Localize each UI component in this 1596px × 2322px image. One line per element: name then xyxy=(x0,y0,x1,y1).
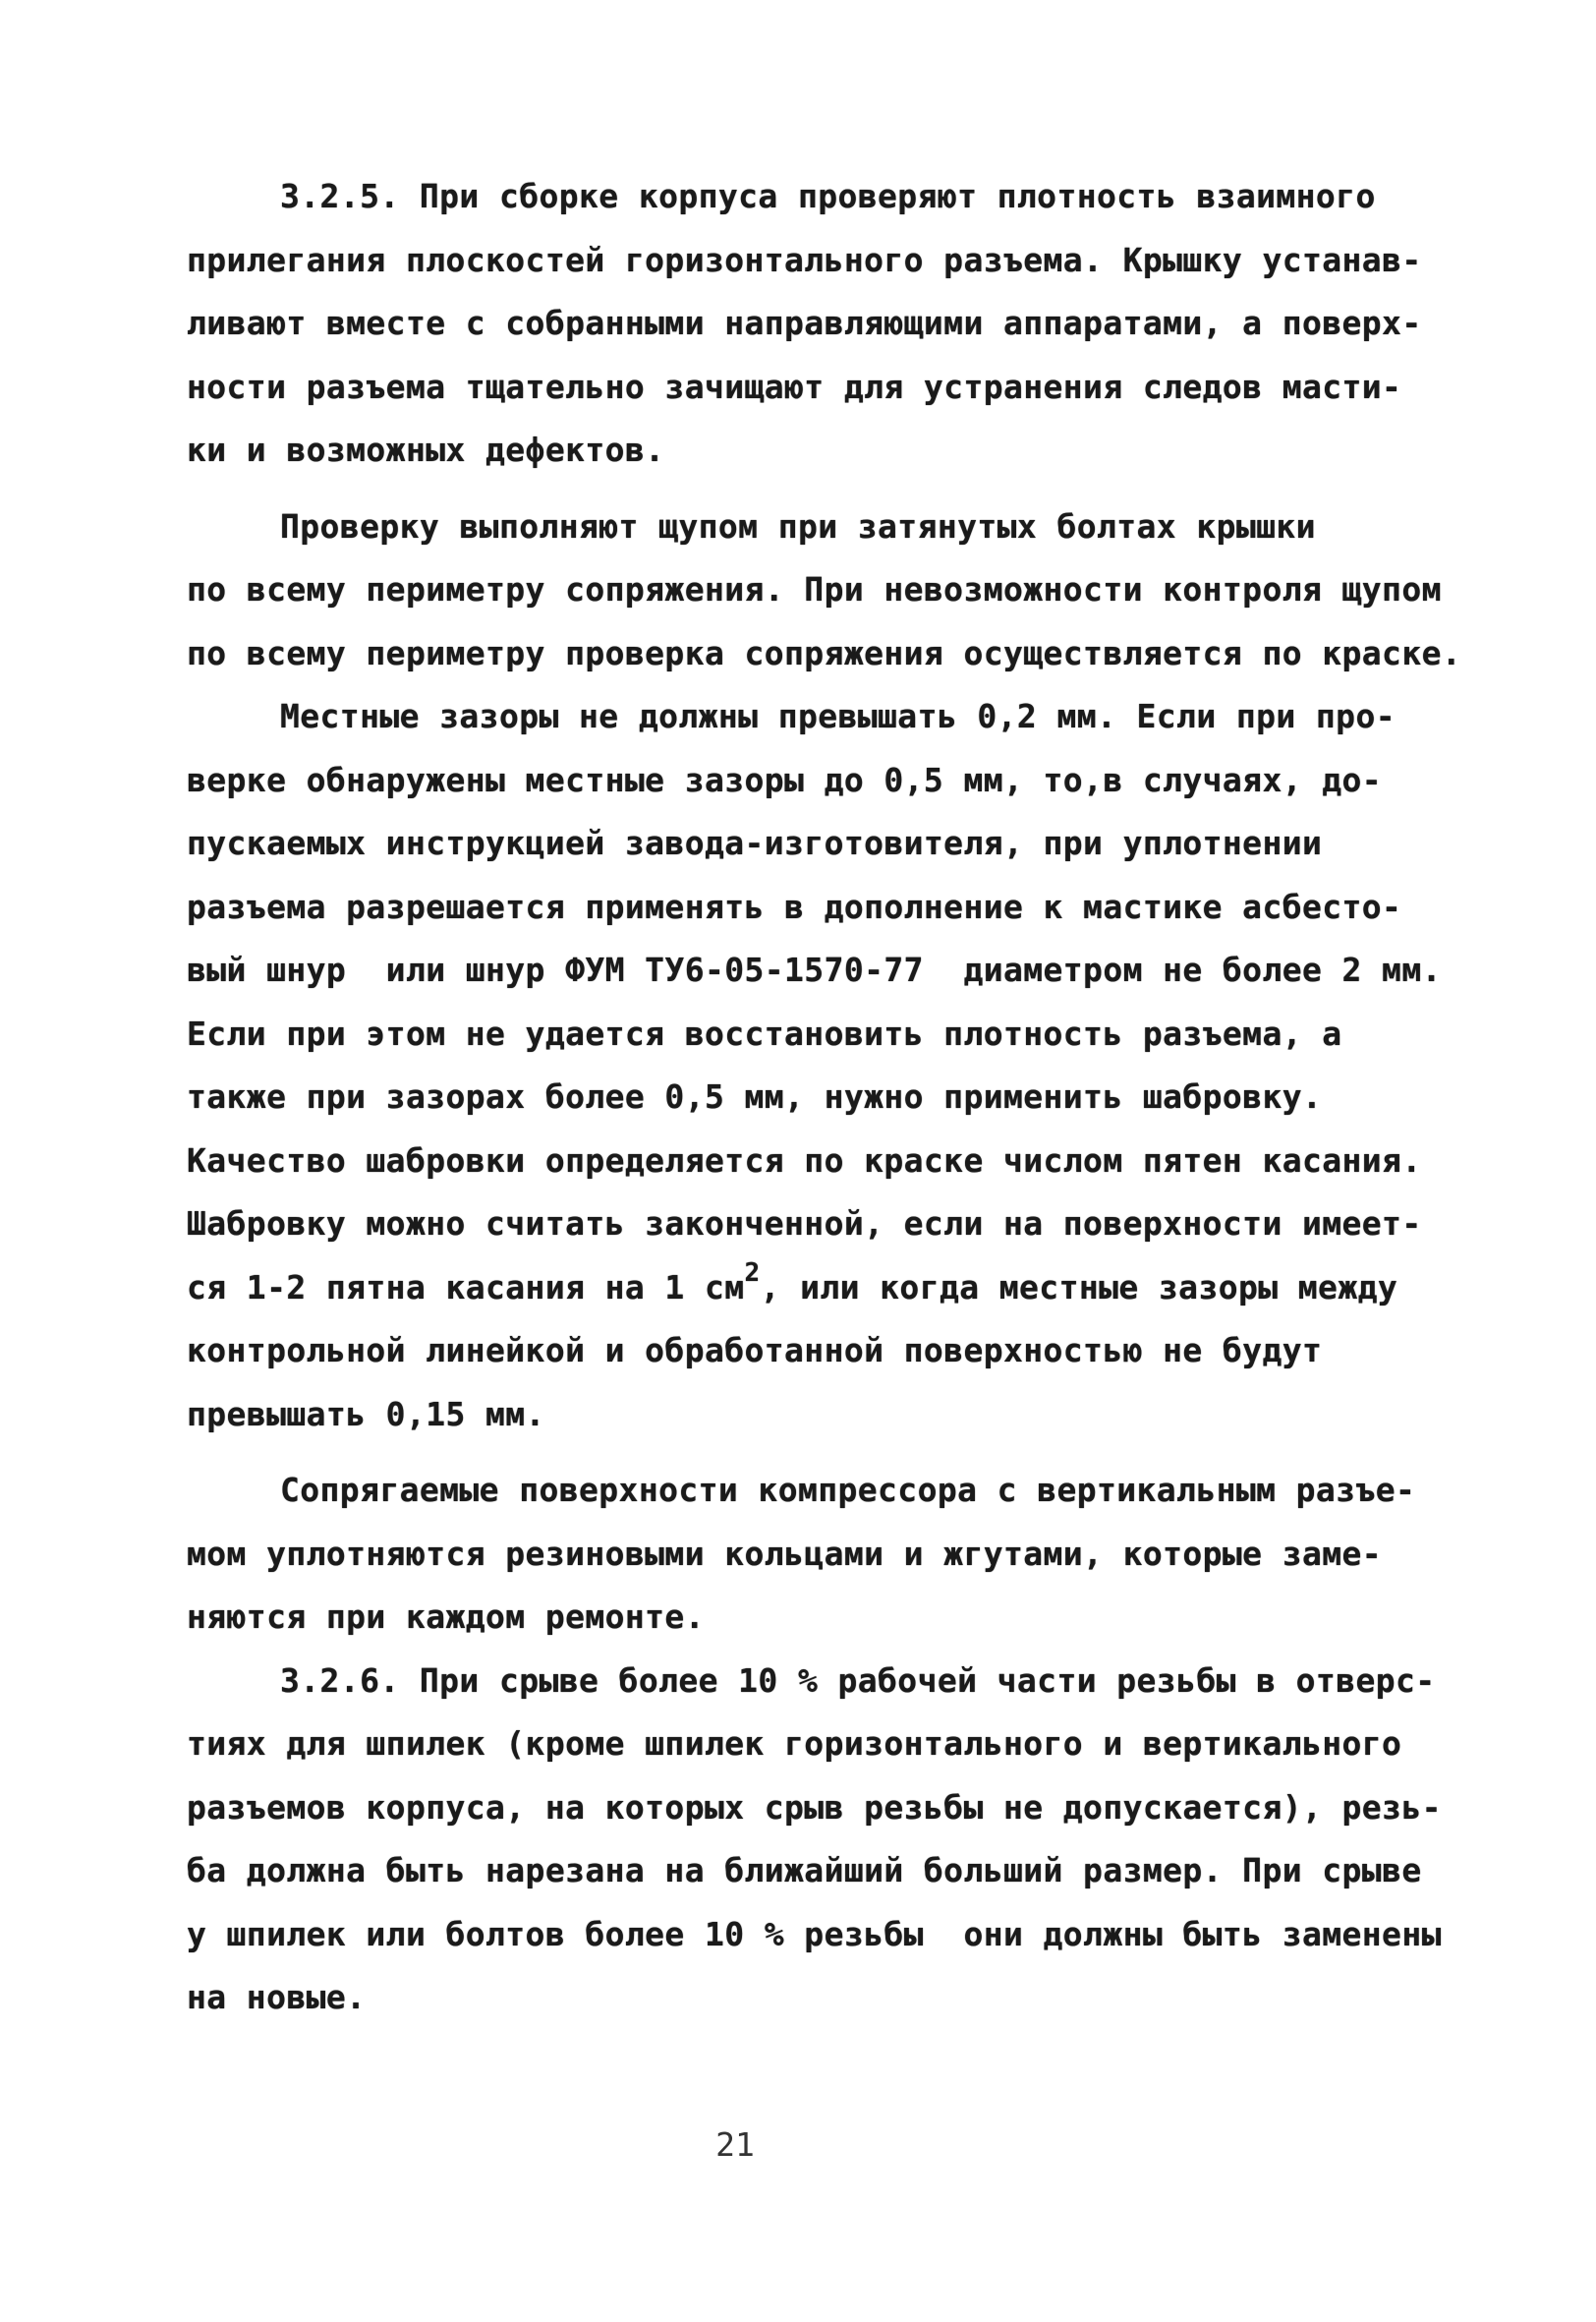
paragraph-gaps-line-7: также при зазорах более 0,5 мм, нужно применить шабровку. xyxy=(187,1077,1323,1116)
paragraph-vertical-line-3: няются при каждом ремонте. xyxy=(187,1597,705,1636)
paragraph-check-line-1: Проверку выполняют щупом при затянутых болтах крышки xyxy=(280,506,1316,546)
paragraph-check-line-2: по всему периметру сопряжения. При невозможности контроля щупом xyxy=(187,570,1442,609)
paragraph-3-2-6-line-4: ба должна быть нарезана на ближайший больший размер. При срыве xyxy=(187,1851,1422,1889)
paragraph-3-2-6-line-2: тиях для шпилек (кроме шпилек горизонтального и вертикального xyxy=(187,1724,1402,1763)
line-text-after-superscript: , или когда местные зазоры между xyxy=(760,1267,1398,1306)
paragraph-3-2-5-line-5: ки и возможных дефектов. xyxy=(187,431,665,469)
paragraph-3-2-5-line-4: ности разъема тщательно зачищают для устранения следов масти- xyxy=(187,367,1402,406)
superscript-2: 2 xyxy=(744,1257,761,1288)
paragraph-vertical-line-2: мом уплотняются резиновыми кольцами и жгутами, которые заме- xyxy=(187,1534,1383,1573)
paragraph-check-line-3: по всему периметру проверка сопряжения осуществляется по краске. xyxy=(187,633,1462,672)
body-text xyxy=(187,165,1462,2030)
paragraph-gap xyxy=(187,1446,1420,1459)
paragraph-3-2-6-line-5: у шпилек или болтов более 10 % резьбы они должны быть заменены xyxy=(187,1914,1442,1953)
paragraph-3-2-6-line-6: на новые. xyxy=(187,1978,367,2016)
paragraph-gaps-line-11: контрольной линейкой и обработанной поверхностью не будут xyxy=(187,1331,1323,1369)
paragraph-gaps-line-3: пускаемых инструкцией завода-изготовителя, при уплотнении xyxy=(187,824,1323,862)
paragraph-gaps-line-1: Местные зазоры не должны превышать 0,2 мм. Если при про- xyxy=(280,697,1396,735)
paragraph-3-2-5-line-2: прилегания плоскостей горизонтального разъема. Крышку устанав- xyxy=(187,240,1422,279)
paragraph-vertical-line-1: Сопрягаемые поверхности компрессора с вертикальным разъе- xyxy=(280,1471,1416,1509)
paragraph-gaps-line-12: превышать 0,15 мм. xyxy=(187,1394,545,1433)
page-number: 21 xyxy=(715,2125,755,2164)
paragraph-gaps-line-9: Шабровку можно считать законченной, если на поверхности имеет- xyxy=(187,1204,1422,1243)
paragraph-gaps-line-4: разъема разрешается применять в дополнение к мастике асбесто- xyxy=(187,887,1402,926)
paragraph-gaps-line-10 xyxy=(187,1256,1420,1320)
paragraph-3-2-5-line-3: ливают вместе с собранными направляющими аппаратами, а поверх- xyxy=(187,304,1422,342)
paragraph-gaps-line-6: Если при этом не удается восстановить плотность разъема, а xyxy=(187,1014,1342,1053)
line-text-before-superscript: ся 1-2 пятна касания на 1 см xyxy=(187,1267,745,1306)
paragraph-gaps-line-2: верке обнаружены местные зазоры до 0,5 мм, то,в случаях, до- xyxy=(187,760,1383,799)
paragraph-gaps-line-5: вый шнур или шнур ФУМ ТУ6-05-1570-77 диаметром не более 2 мм. xyxy=(187,951,1442,989)
paragraph-3-2-6-line-3: разъемов корпуса, на которых срыв резьбы не допускается), резь- xyxy=(187,1787,1442,1827)
paragraph-gap xyxy=(187,483,1420,495)
paragraph-3-2-6-line-1: 3.2.6. При срыве более 10 % рабочей части резьбы в отверс- xyxy=(280,1660,1436,1700)
paragraph-3-2-5-line-1: 3.2.5. При сборке корпуса проверяют плотность взаимного xyxy=(280,177,1376,215)
paragraph-gaps-line-8: Качество шабровки определяется по краске числом пятен касания. xyxy=(187,1140,1422,1180)
